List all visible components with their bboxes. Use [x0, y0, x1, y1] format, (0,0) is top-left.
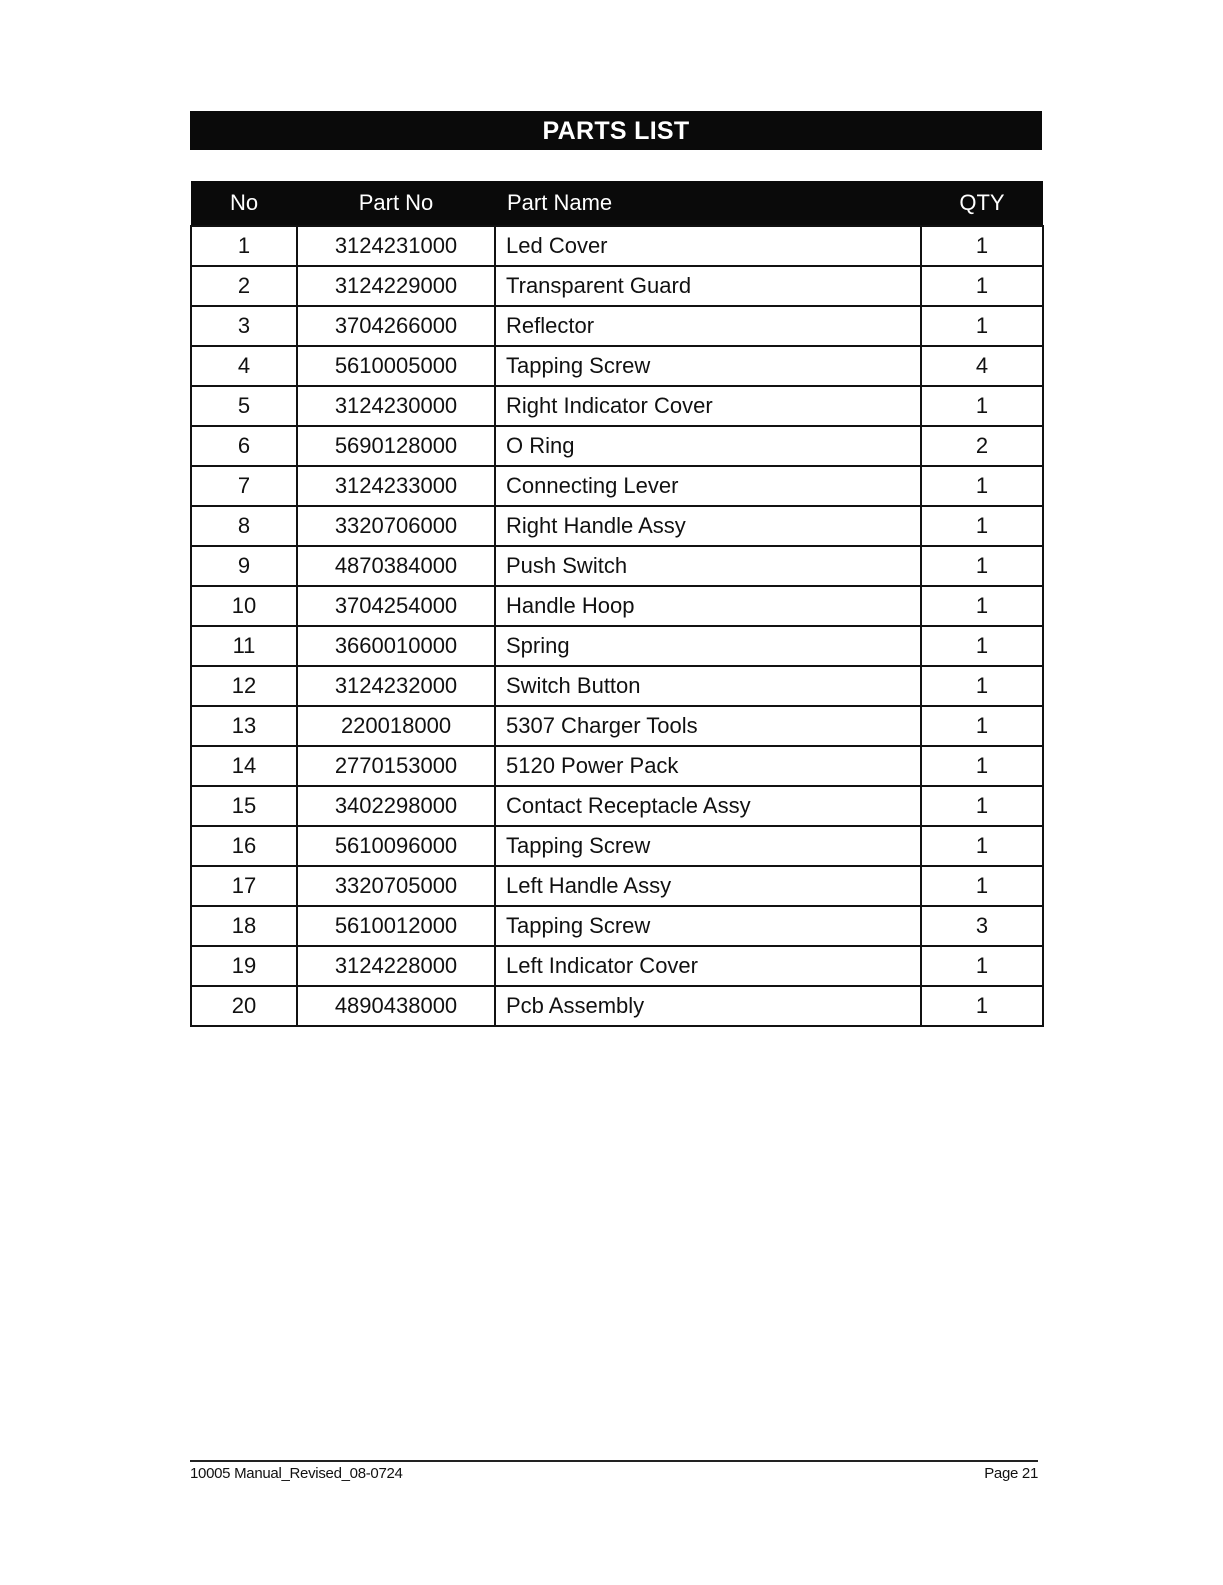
cell-part-no: 3124233000: [297, 466, 495, 506]
cell-qty: 1: [921, 746, 1043, 786]
cell-part-no: 3704254000: [297, 586, 495, 626]
cell-qty: 1: [921, 866, 1043, 906]
cell-part-name: Reflector: [495, 306, 921, 346]
parts-table-body: [191, 226, 1043, 1026]
table-row: [191, 506, 1043, 546]
column-header-part-name: Part Name: [495, 181, 921, 226]
column-header-no: No: [191, 181, 297, 226]
table-row: [191, 586, 1043, 626]
cell-part-name: Right Handle Assy: [495, 506, 921, 546]
cell-no: 8: [191, 506, 297, 546]
table-row: [191, 786, 1043, 826]
cell-part-no: 220018000: [297, 706, 495, 746]
cell-qty: 1: [921, 706, 1043, 746]
cell-part-no: 4890438000: [297, 986, 495, 1026]
parts-list-title: PARTS LIST: [190, 111, 1042, 150]
cell-qty: 1: [921, 626, 1043, 666]
cell-qty: 1: [921, 386, 1043, 426]
cell-part-name: Tapping Screw: [495, 346, 921, 386]
cell-qty: 2: [921, 426, 1043, 466]
cell-part-name: Push Switch: [495, 546, 921, 586]
cell-part-no: 3124229000: [297, 266, 495, 306]
table-row: [191, 906, 1043, 946]
cell-part-name: 5120 Power Pack: [495, 746, 921, 786]
cell-qty: 1: [921, 586, 1043, 626]
cell-part-name: 5307 Charger Tools: [495, 706, 921, 746]
cell-qty: 1: [921, 986, 1043, 1026]
cell-qty: 1: [921, 306, 1043, 346]
table-row: [191, 946, 1043, 986]
cell-part-name: Contact Receptacle Assy: [495, 786, 921, 826]
cell-no: 7: [191, 466, 297, 506]
cell-qty: 1: [921, 946, 1043, 986]
cell-qty: 4: [921, 346, 1043, 386]
cell-no: 13: [191, 706, 297, 746]
cell-no: 17: [191, 866, 297, 906]
cell-part-no: 3320706000: [297, 506, 495, 546]
footer-divider: [190, 1460, 1038, 1462]
cell-no: 19: [191, 946, 297, 986]
cell-part-name: Left Indicator Cover: [495, 946, 921, 986]
cell-part-name: Connecting Lever: [495, 466, 921, 506]
footer-document-id: 10005 Manual_Revised_08-0724: [190, 1465, 403, 1482]
cell-part-name: Switch Button: [495, 666, 921, 706]
cell-no: 5: [191, 386, 297, 426]
table-row: [191, 746, 1043, 786]
footer-page-number: Page 21: [984, 1465, 1038, 1482]
cell-qty: 1: [921, 826, 1043, 866]
cell-part-name: Tapping Screw: [495, 906, 921, 946]
table-row: [191, 386, 1043, 426]
cell-part-no: 3402298000: [297, 786, 495, 826]
cell-part-name: Pcb Assembly: [495, 986, 921, 1026]
cell-part-name: Led Cover: [495, 226, 921, 266]
table-row: [191, 626, 1043, 666]
cell-part-no: 3660010000: [297, 626, 495, 666]
parts-table-header: [191, 181, 1043, 226]
cell-no: 3: [191, 306, 297, 346]
table-row: [191, 426, 1043, 466]
cell-no: 1: [191, 226, 297, 266]
cell-part-no: 2770153000: [297, 746, 495, 786]
cell-part-name: Left Handle Assy: [495, 866, 921, 906]
cell-no: 2: [191, 266, 297, 306]
table-row: [191, 866, 1043, 906]
cell-part-name: Transparent Guard: [495, 266, 921, 306]
cell-no: 18: [191, 906, 297, 946]
cell-no: 20: [191, 986, 297, 1026]
cell-qty: 1: [921, 226, 1043, 266]
cell-no: 4: [191, 346, 297, 386]
cell-part-name: Spring: [495, 626, 921, 666]
cell-qty: 1: [921, 546, 1043, 586]
table-row: [191, 666, 1043, 706]
cell-qty: 1: [921, 266, 1043, 306]
table-row: [191, 306, 1043, 346]
cell-qty: 1: [921, 506, 1043, 546]
cell-no: 9: [191, 546, 297, 586]
cell-part-name: Tapping Screw: [495, 826, 921, 866]
cell-qty: 3: [921, 906, 1043, 946]
table-row: [191, 266, 1043, 306]
cell-part-no: 5610012000: [297, 906, 495, 946]
cell-part-no: 5610096000: [297, 826, 495, 866]
cell-no: 14: [191, 746, 297, 786]
cell-no: 16: [191, 826, 297, 866]
cell-qty: 1: [921, 666, 1043, 706]
table-row: [191, 706, 1043, 746]
cell-part-name: Handle Hoop: [495, 586, 921, 626]
table-row: [191, 826, 1043, 866]
cell-no: 12: [191, 666, 297, 706]
parts-table: [190, 181, 1044, 1027]
cell-part-no: 3124228000: [297, 946, 495, 986]
cell-qty: 1: [921, 786, 1043, 826]
cell-part-no: 3124230000: [297, 386, 495, 426]
cell-part-no: 3124231000: [297, 226, 495, 266]
cell-no: 6: [191, 426, 297, 466]
cell-qty: 1: [921, 466, 1043, 506]
table-row: [191, 986, 1043, 1026]
table-row: [191, 346, 1043, 386]
cell-part-no: 3124232000: [297, 666, 495, 706]
cell-part-no: 4870384000: [297, 546, 495, 586]
header-row: [191, 181, 1043, 226]
table-row: [191, 226, 1043, 266]
cell-no: 10: [191, 586, 297, 626]
table-row: [191, 546, 1043, 586]
cell-part-no: 5690128000: [297, 426, 495, 466]
column-header-qty: QTY: [921, 181, 1043, 226]
table-row: [191, 466, 1043, 506]
cell-no: 11: [191, 626, 297, 666]
cell-part-name: O Ring: [495, 426, 921, 466]
cell-part-no: 3320705000: [297, 866, 495, 906]
cell-part-no: 5610005000: [297, 346, 495, 386]
column-header-part-no: Part No: [297, 181, 495, 226]
cell-part-name: Right Indicator Cover: [495, 386, 921, 426]
cell-no: 15: [191, 786, 297, 826]
cell-part-no: 3704266000: [297, 306, 495, 346]
